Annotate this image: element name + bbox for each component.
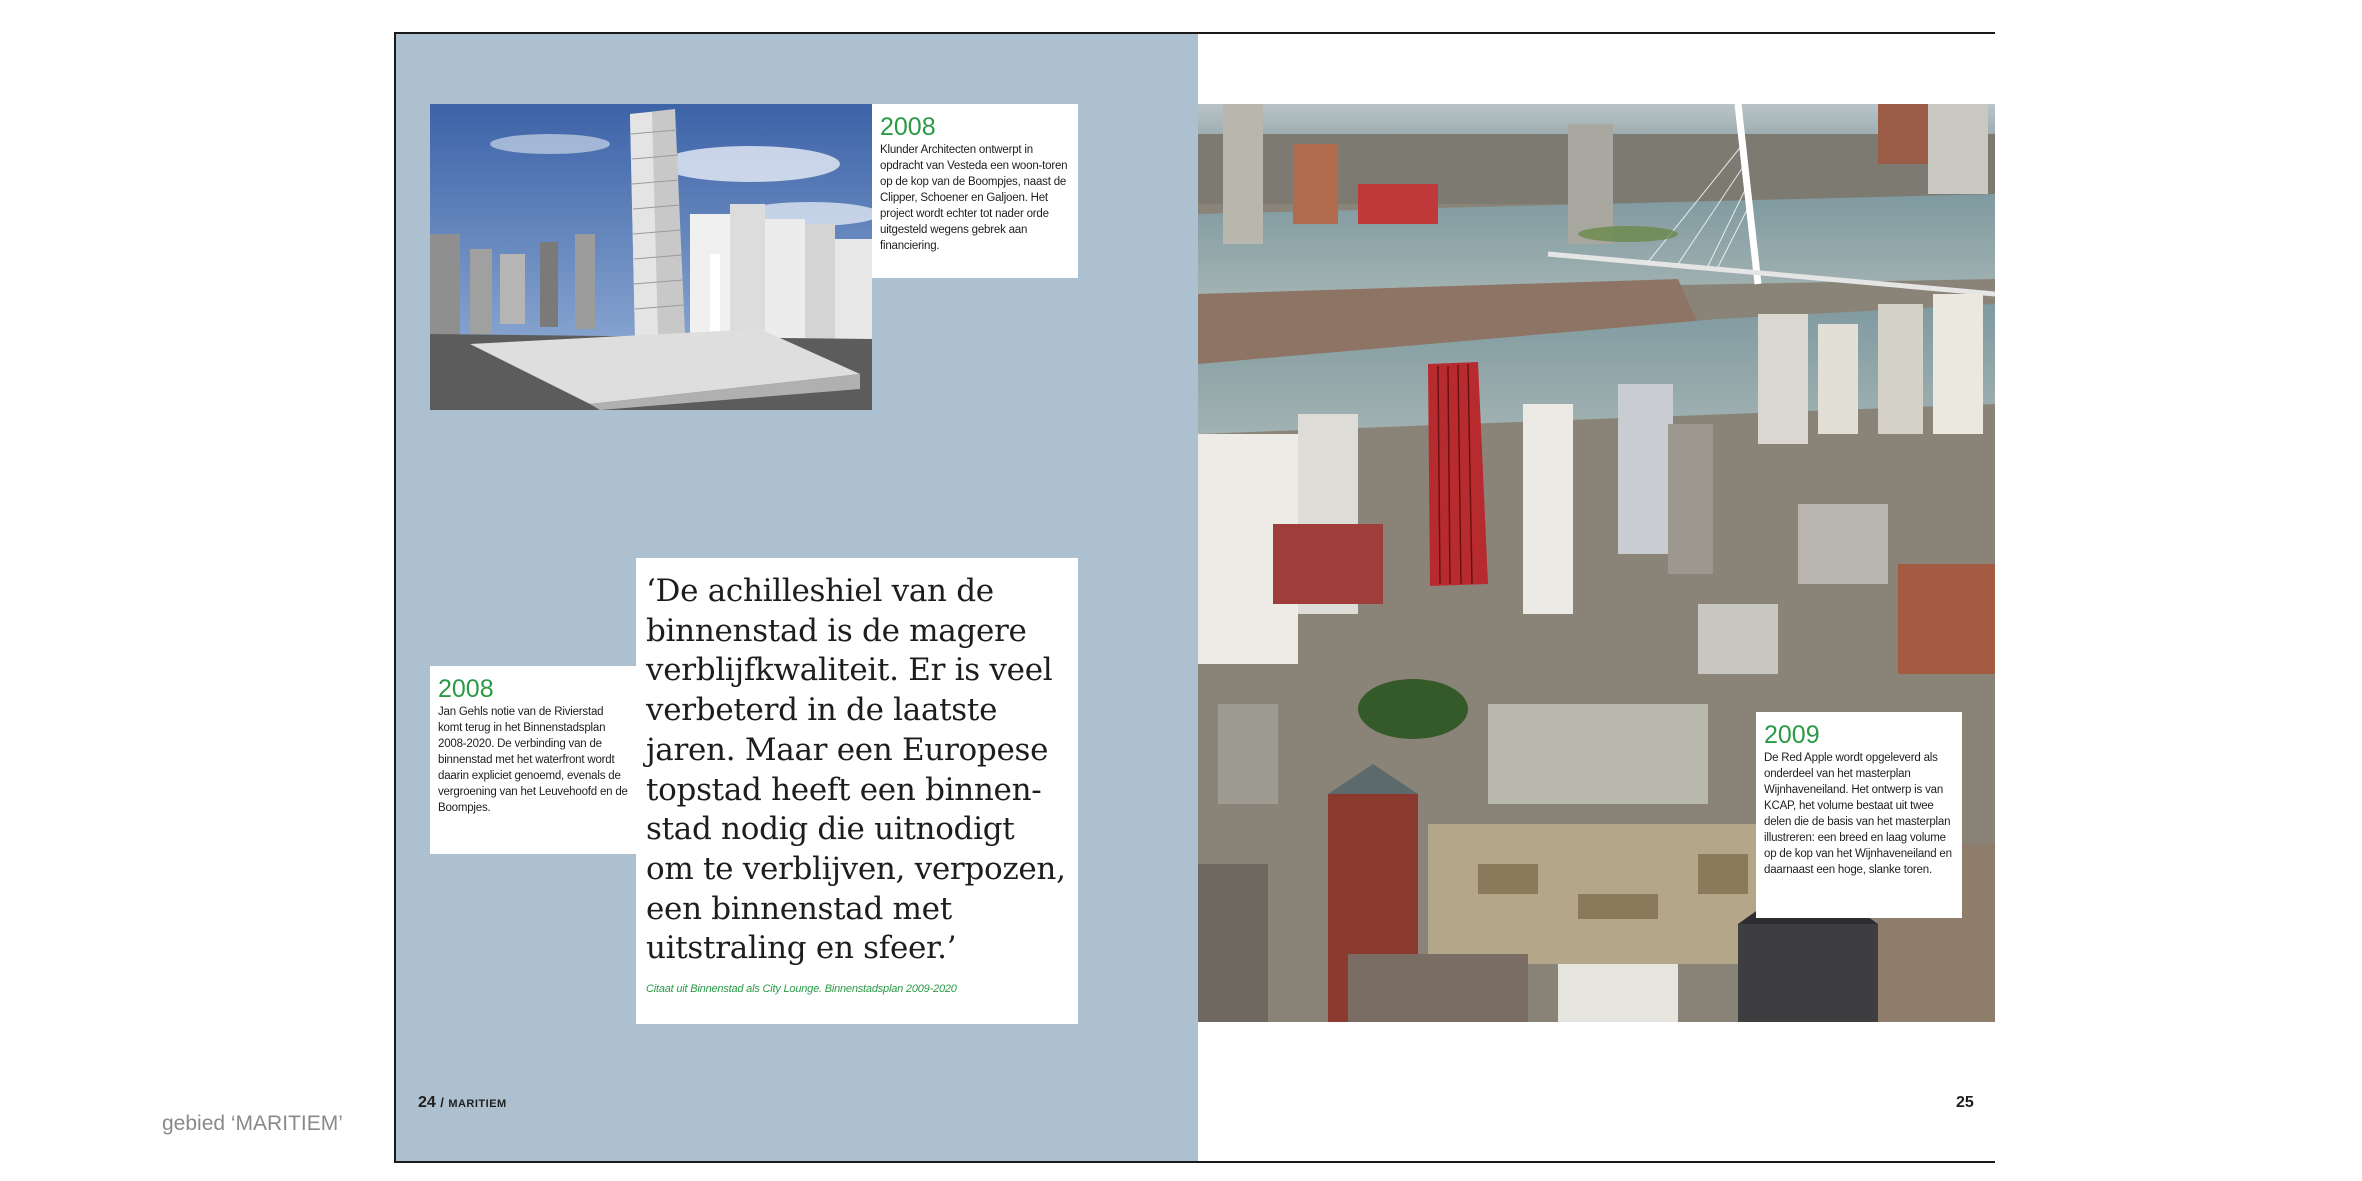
quote-source-title: Binnenstad als City Lounge. Binnenstadsplan 2009-2020 — [690, 983, 957, 996]
caption-year: 2009 — [1764, 721, 1820, 749]
caption-year: 2008 — [438, 675, 494, 703]
side-label: gebied ‘MARITIEM’ — [162, 1112, 343, 1135]
pull-quote — [636, 558, 1078, 1024]
folio-left — [418, 1094, 507, 1112]
caption-year: 2008 — [880, 113, 936, 141]
caption-box-top — [872, 104, 1078, 278]
magazine-spread — [394, 32, 1995, 1163]
folio-separator: / — [440, 1095, 444, 1110]
quote-source-prefix: Citaat uit — [646, 983, 691, 996]
quote-source — [646, 983, 1068, 995]
section-name: MARITIEM — [448, 1098, 507, 1110]
caption-text: De Red Apple wordt opgeleverd als onderdeel van het masterplan Wijnhaveneiland. Het ontwerp is van KCAP, het volume bestaat uit twee delen die de basis van het masterplan illustreren: een breed en laag volume op de kop van het Wijnhaveneiland en daarnaast een hoge, slanke toren. — [1764, 752, 1952, 876]
quote-text: ‘De achilleshiel van de binnenstad is de magere verblijfkwaliteit. Er is veel verbeterd in de laatste jaren. Maar een Europese topstad heeft een binnen-stad nodig die uitnodigt om te verblijven, verpozen, een binnenstad met uitstraling en sfeer.’ — [646, 573, 1066, 967]
caption-text: Klunder Architecten ontwerpt in opdracht van Vesteda een woon-toren op de kop van de Boompjes, naast de Clipper, Schoener en Galjoen. Het project wordt echter tot nader orde uitgesteld wegens gebrek aan financiering. — [880, 144, 1068, 252]
left-page — [396, 34, 1198, 1161]
page-number: 25 — [1956, 1094, 1974, 1111]
caption-text: Jan Gehls notie van de Rivierstad komt terug in het Binnenstadsplan 2008-2020. De verbinding van de binnenstad met het waterfront wordt daarin expliciet genoemd, evenals de vergroening van het Leuvehoofd en de Boompjes. — [438, 706, 628, 814]
page-number: 24 — [418, 1094, 436, 1111]
tower-rendering-image — [430, 104, 872, 410]
folio-right — [1956, 1094, 1974, 1112]
caption-box-right — [1756, 712, 1962, 918]
caption-box-middle — [430, 666, 636, 854]
right-page — [1198, 34, 1995, 1161]
